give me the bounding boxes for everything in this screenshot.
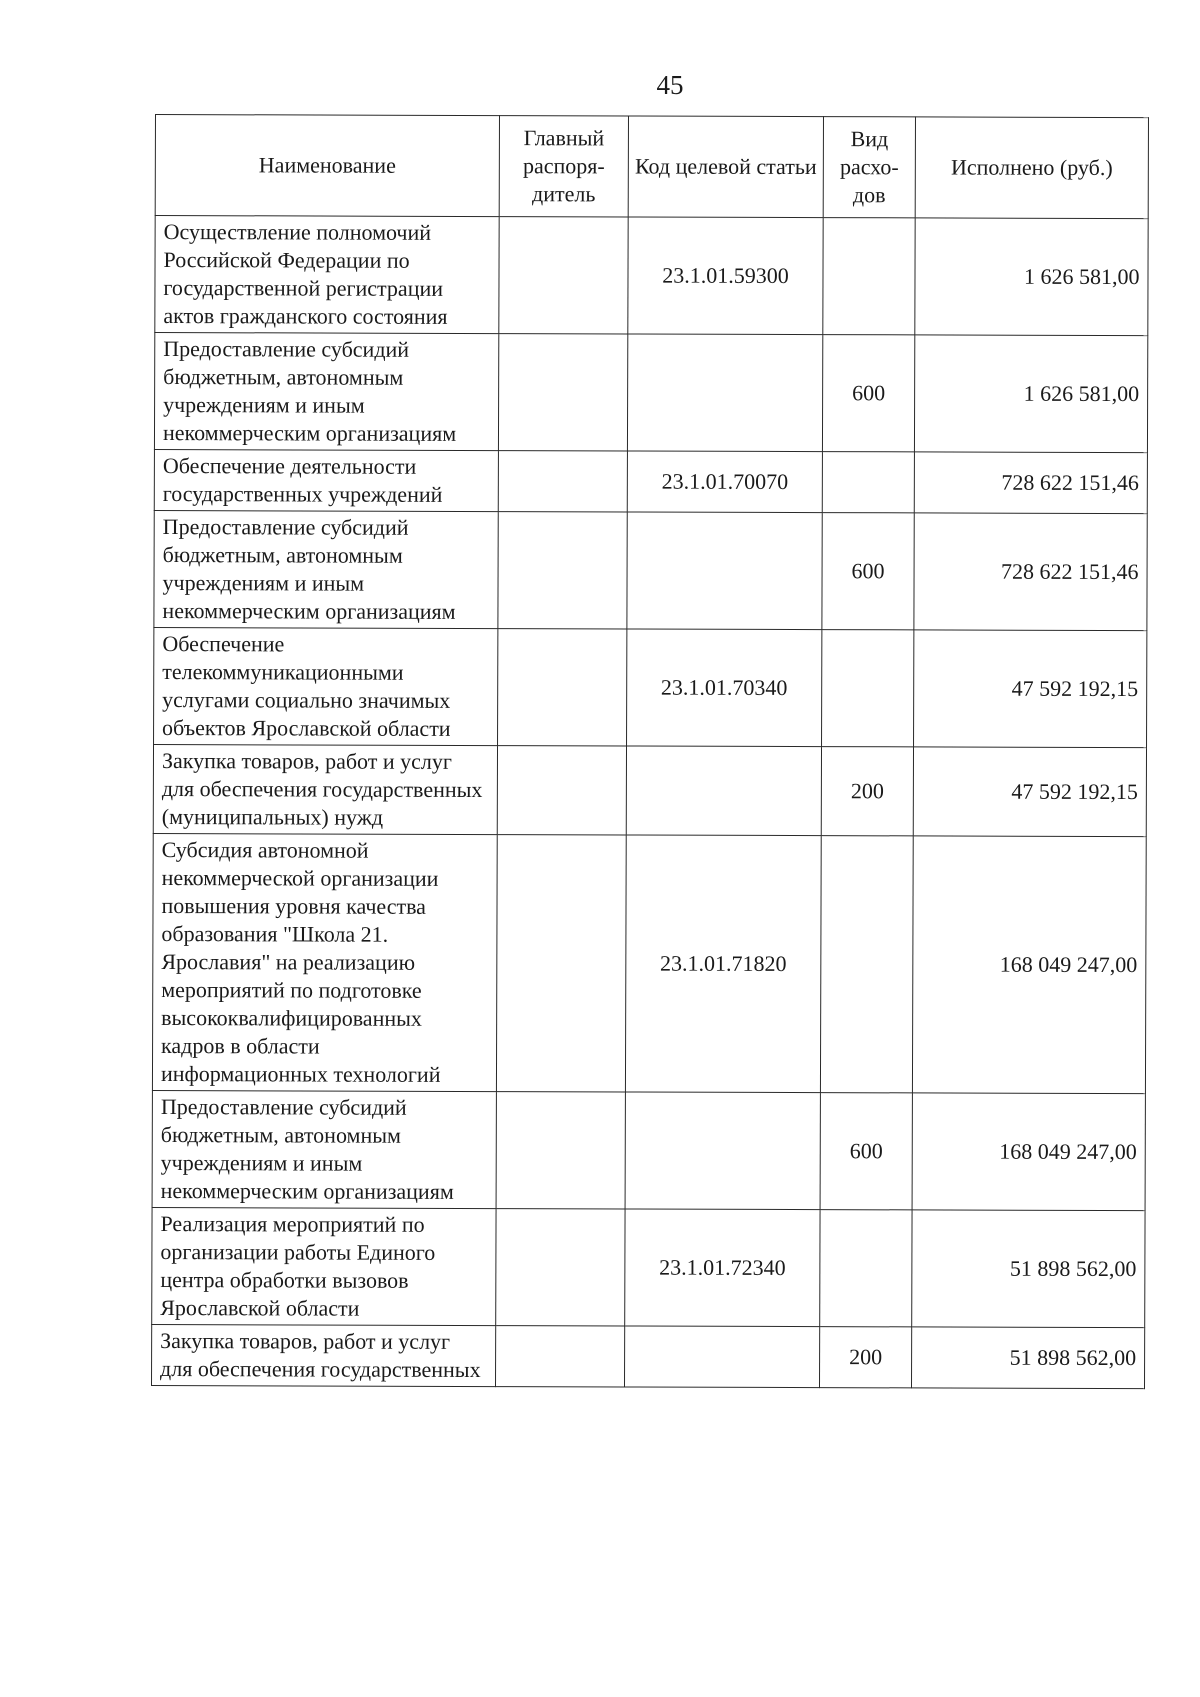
row-name: Предоставление субсидий бюджетным, автономным учреждениям и иным некоммерческим организациям xyxy=(152,1090,496,1208)
table-row xyxy=(152,833,1146,1093)
row-kind: 200 xyxy=(821,747,913,836)
row-code: 23.1.01.70070 xyxy=(627,451,822,513)
row-code xyxy=(625,1092,820,1210)
row-kind xyxy=(822,452,914,513)
header-amount: Исполнено (руб.) xyxy=(915,117,1148,219)
row-code: 23.1.01.70340 xyxy=(627,629,822,747)
table-row xyxy=(154,627,1147,747)
budget-table xyxy=(151,114,1149,1389)
row-name: Закупка товаров, работ и услуг для обеспечения государственных (муниципальных) нужд xyxy=(153,744,497,834)
row-name: Предоставление субсидий бюджетным, автономным учреждениям и иным некоммерческим организациям xyxy=(154,333,498,451)
header-name: Наименование xyxy=(155,115,499,217)
header-kind: Вид расхо-дов xyxy=(823,117,915,218)
row-manager xyxy=(499,217,628,334)
table-row xyxy=(154,333,1147,453)
row-manager xyxy=(498,512,627,629)
row-amount: 168 049 247,00 xyxy=(912,836,1146,1094)
row-kind xyxy=(820,1210,912,1327)
row-manager xyxy=(498,629,627,746)
header-code: Код целевой статьи xyxy=(628,116,823,218)
row-amount: 47 592 192,15 xyxy=(913,747,1146,837)
row-name: Реализация мероприятий по организации работы Единого центра обработки вызовов Ярославской области xyxy=(152,1207,496,1325)
table-row xyxy=(152,1207,1145,1327)
row-kind xyxy=(823,218,915,335)
row-code xyxy=(627,334,822,452)
table-row xyxy=(152,1324,1145,1388)
row-amount: 1 626 581,00 xyxy=(915,218,1148,336)
row-amount: 728 622 151,46 xyxy=(914,452,1147,514)
row-manager xyxy=(496,1092,625,1209)
header-manager: Главный распоря-дитель xyxy=(499,116,628,217)
row-manager xyxy=(496,1326,625,1387)
row-manager xyxy=(496,1209,625,1326)
table-row xyxy=(154,449,1147,513)
row-kind: 600 xyxy=(820,1093,912,1210)
row-code: 23.1.01.71820 xyxy=(625,835,821,1093)
table-row xyxy=(154,510,1147,630)
row-manager xyxy=(497,746,626,835)
row-code xyxy=(627,512,822,630)
row-name: Обеспечение деятельности государственных учреждений xyxy=(154,449,498,511)
row-code xyxy=(625,1326,820,1388)
row-manager xyxy=(498,334,627,451)
row-name: Осуществление полномочий Российской Федерации по государственной регистрации актов гражданского состояния xyxy=(155,216,499,334)
row-amount: 47 592 192,15 xyxy=(914,630,1147,748)
row-manager xyxy=(498,451,627,512)
row-kind: 600 xyxy=(822,335,914,452)
page-number: 45 xyxy=(656,70,684,100)
table-row xyxy=(155,216,1148,336)
row-name: Обеспечение телекоммуникационными услугами социально значимых объектов Ярославской области xyxy=(154,627,498,745)
row-kind: 600 xyxy=(822,513,914,630)
row-name: Субсидия автономной некоммерческой организации повышения уровня качества образования "Школа 21. Ярославия" на реализацию мероприятий по подготовке высококвалифицированных кадров в области информационных технологий xyxy=(152,833,497,1091)
row-amount: 51 898 562,00 xyxy=(912,1327,1145,1389)
row-amount: 51 898 562,00 xyxy=(912,1210,1145,1328)
table-header-row xyxy=(155,115,1148,219)
row-name: Закупка товаров, работ и услуг для обеспечения государственных xyxy=(152,1324,496,1386)
table-row xyxy=(152,1090,1145,1210)
row-amount: 1 626 581,00 xyxy=(914,335,1147,453)
row-name: Предоставление субсидий бюджетным, автономным учреждениям и иным некоммерческим организациям xyxy=(154,510,498,628)
row-code: 23.1.01.72340 xyxy=(625,1209,820,1327)
row-kind xyxy=(820,836,913,1093)
row-amount: 168 049 247,00 xyxy=(912,1093,1145,1211)
row-kind xyxy=(822,630,914,747)
row-amount: 728 622 151,46 xyxy=(914,513,1147,631)
row-kind: 200 xyxy=(820,1327,912,1388)
row-manager xyxy=(496,835,626,1092)
table-row xyxy=(153,744,1146,836)
row-code xyxy=(626,746,821,836)
row-code: 23.1.01.59300 xyxy=(628,217,823,335)
